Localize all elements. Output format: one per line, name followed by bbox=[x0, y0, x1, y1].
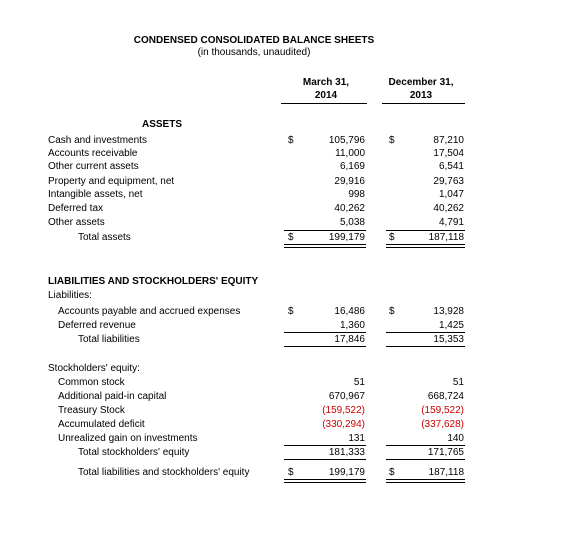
currency-symbol: $ bbox=[389, 306, 395, 317]
row-value-2013: 87,210 bbox=[433, 135, 464, 146]
total-double-rule bbox=[386, 244, 465, 248]
currency-symbol: $ bbox=[389, 467, 395, 478]
total-double-rule bbox=[284, 479, 366, 483]
equity-subheading: Stockholders' equity: bbox=[48, 363, 140, 374]
total-assets-2014: 199,179 bbox=[328, 232, 365, 243]
subtotal-rule bbox=[386, 346, 465, 347]
row-value-2013: 6,541 bbox=[438, 161, 464, 172]
row-value-2013-negative: (337,628) bbox=[421, 419, 464, 430]
row-value-2013-negative: (159,522) bbox=[421, 405, 464, 416]
subtotal-rule bbox=[284, 459, 366, 460]
row-value-2014: 131 bbox=[348, 433, 365, 444]
liabilities-subheading: Liabilities: bbox=[48, 290, 92, 301]
liabilities-heading: LIABILITIES AND STOCKHOLDERS' EQUITY bbox=[48, 276, 259, 287]
row-label: Deferred tax bbox=[48, 203, 104, 214]
subtotal-rule bbox=[386, 459, 465, 460]
row-value-2013: 1,047 bbox=[438, 189, 464, 200]
subtotal-rule bbox=[284, 332, 366, 333]
grand-total-2013: 187,118 bbox=[428, 467, 464, 478]
currency-symbol: $ bbox=[288, 467, 294, 478]
row-label: Property and equipment, net bbox=[48, 176, 175, 187]
total-double-rule bbox=[386, 479, 465, 483]
row-value-2014-negative: (159,522) bbox=[322, 405, 365, 416]
row-value-2014: 5,038 bbox=[339, 217, 365, 228]
row-label: Cash and investments bbox=[48, 135, 147, 146]
row-value-2014: 40,262 bbox=[334, 203, 365, 214]
subtotal-rule bbox=[386, 445, 465, 446]
total-equity-2014: 181,333 bbox=[328, 447, 365, 458]
currency-symbol: $ bbox=[389, 232, 395, 243]
row-value-2013: 51 bbox=[452, 377, 464, 388]
currency-symbol: $ bbox=[288, 306, 294, 317]
total-liabilities-label: Total liabilities bbox=[78, 334, 140, 345]
row-value-2013: 17,504 bbox=[433, 148, 464, 159]
total-liabilities-2013: 15,353 bbox=[433, 334, 464, 345]
row-value-2014: 1,360 bbox=[339, 320, 365, 331]
row-value-2013: 13,928 bbox=[433, 306, 464, 317]
row-label: Unrealized gain on investments bbox=[58, 433, 198, 444]
column-header-line2: 2013 bbox=[409, 90, 433, 101]
row-value-2013: 40,262 bbox=[433, 203, 464, 214]
row-label: Accounts payable and accrued expenses bbox=[58, 306, 241, 317]
row-value-2014-negative: (330,294) bbox=[322, 419, 365, 430]
grand-total-2014: 199,179 bbox=[328, 467, 365, 478]
subtotal-rule bbox=[284, 346, 366, 347]
row-label: Treasury Stock bbox=[58, 405, 125, 416]
total-assets-label: Total assets bbox=[78, 232, 131, 243]
row-value-2014: 16,486 bbox=[334, 306, 365, 317]
total-liabilities-2014: 17,846 bbox=[334, 334, 365, 345]
subtotal-rule bbox=[284, 230, 366, 231]
row-label: Intangible assets, net bbox=[48, 189, 143, 200]
assets-heading: ASSETS bbox=[142, 119, 183, 130]
currency-symbol: $ bbox=[389, 135, 395, 146]
subtotal-rule bbox=[284, 445, 366, 446]
total-equity-2013: 171,765 bbox=[427, 447, 464, 458]
column-header-line2: 2014 bbox=[314, 90, 338, 101]
row-value-2013: 668,724 bbox=[427, 391, 464, 402]
report-title: CONDENSED CONSOLIDATED BALANCE SHEETS bbox=[133, 35, 375, 46]
total-equity-label: Total stockholders' equity bbox=[78, 447, 190, 458]
column-header-rule bbox=[281, 103, 367, 104]
row-value-2013: 4,791 bbox=[438, 217, 464, 228]
row-value-2014: 29,916 bbox=[334, 176, 365, 187]
row-value-2014: 11,000 bbox=[335, 148, 365, 159]
grand-total-label: Total liabilities and stockholders' equity bbox=[78, 467, 250, 478]
row-value-2014: 670,967 bbox=[328, 391, 365, 402]
column-header-line1: December 31, bbox=[388, 77, 454, 88]
row-value-2013: 29,763 bbox=[433, 176, 464, 187]
currency-symbol: $ bbox=[288, 135, 294, 146]
currency-symbol: $ bbox=[288, 232, 294, 243]
row-value-2013: 140 bbox=[447, 433, 464, 444]
row-label: Other current assets bbox=[48, 161, 139, 172]
subtotal-rule bbox=[386, 332, 465, 333]
total-assets-2013: 187,118 bbox=[428, 232, 464, 243]
row-value-2014: 6,169 bbox=[339, 161, 365, 172]
column-header-march-2014 bbox=[281, 76, 371, 102]
subtotal-rule bbox=[386, 230, 465, 231]
row-label: Additional paid-in capital bbox=[58, 391, 167, 402]
column-header-rule bbox=[382, 103, 465, 104]
row-label: Other assets bbox=[48, 217, 105, 228]
row-label: Accumulated deficit bbox=[58, 419, 145, 430]
column-header-line1: March 31, bbox=[302, 77, 350, 88]
row-label: Common stock bbox=[58, 377, 125, 388]
report-subtitle: (in thousands, unaudited) bbox=[197, 47, 311, 58]
row-value-2013: 1,425 bbox=[438, 320, 464, 331]
row-value-2014: 998 bbox=[348, 189, 365, 200]
column-header-december-2013 bbox=[376, 76, 466, 102]
total-double-rule bbox=[284, 244, 366, 248]
row-label: Accounts receivable bbox=[48, 148, 138, 159]
row-label: Deferred revenue bbox=[58, 320, 136, 331]
row-value-2014: 105,796 bbox=[328, 135, 365, 146]
row-value-2014: 51 bbox=[353, 377, 365, 388]
